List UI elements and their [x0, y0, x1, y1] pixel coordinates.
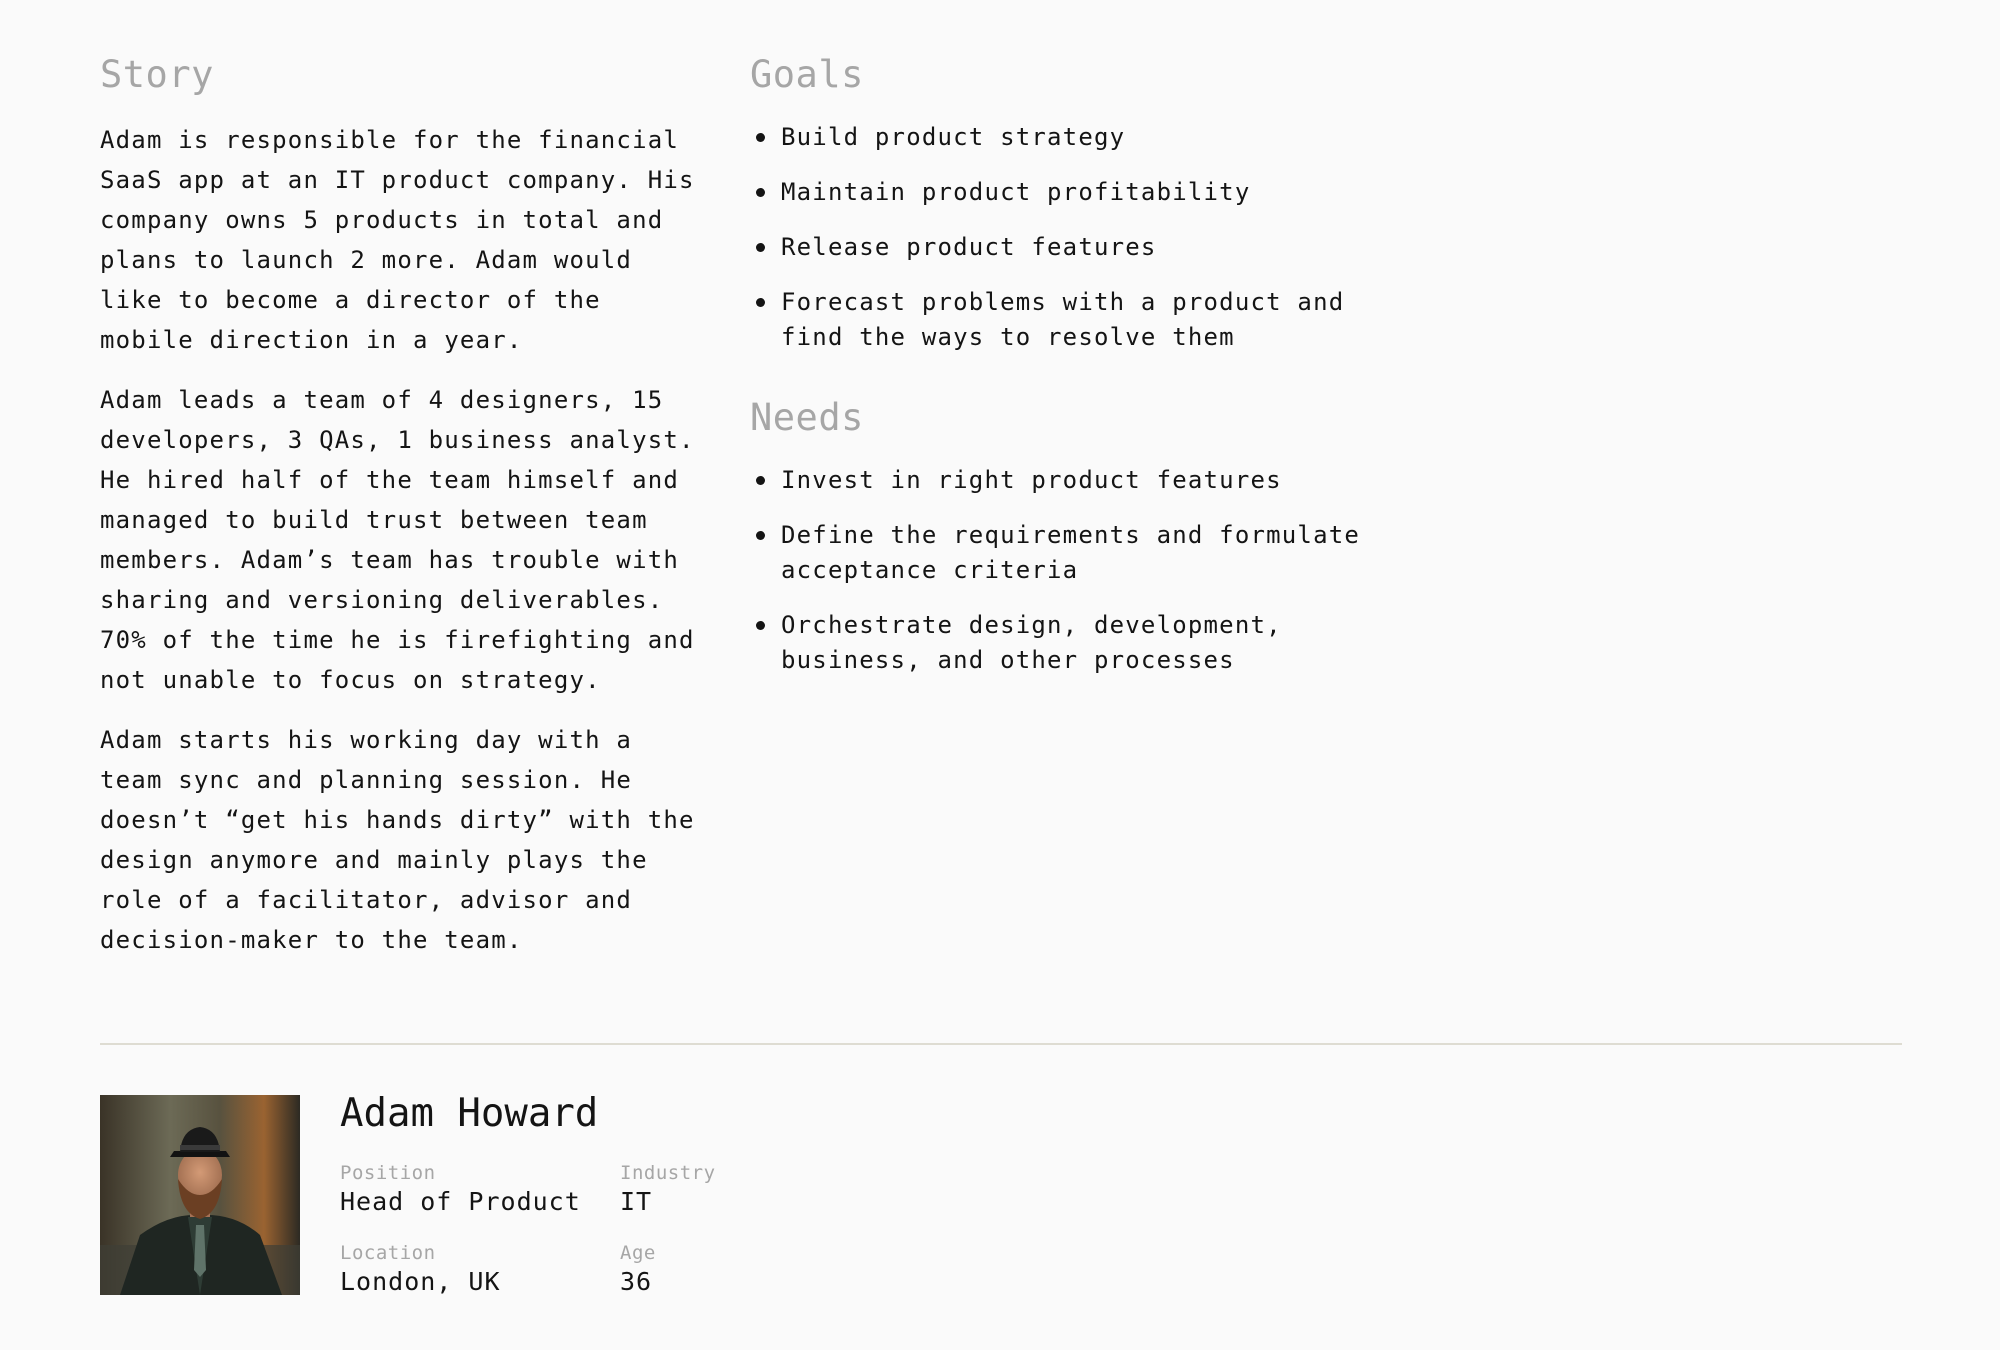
location-field [340, 1241, 501, 1299]
goal-item: Forecast problems with a product and find the ways to resolve them [750, 285, 1370, 355]
location-label: Location [340, 1242, 436, 1264]
age-value: 36 [620, 1267, 653, 1296]
age-label: Age [620, 1242, 656, 1264]
person-name: Adam Howard [340, 1091, 599, 1136]
person-photo [100, 1095, 300, 1295]
needs-list [750, 463, 1370, 678]
story-paragraph: Adam starts his working day with a team sync and planning session. He doesn’t “get his hands dirty” with the design anymore and mainly plays the role of a facilitator, advisor and decision-maker to the team. [100, 726, 695, 954]
goal-item: Maintain product profitability [750, 175, 1370, 210]
goals-needs-column [750, 50, 1370, 698]
avatar [100, 1095, 300, 1295]
goal-item: Build product strategy [750, 120, 1370, 155]
industry-value: IT [620, 1187, 653, 1216]
goals-list [750, 120, 1370, 355]
goal-item: Release product features [750, 230, 1370, 265]
goals-title: Goals [750, 53, 864, 96]
section-divider [100, 1043, 1902, 1045]
story-paragraph: Adam is responsible for the financial SaaS app at an IT product company. His company owns 5 products in total and plans to launch 2 more. Adam would like to become a director of the mobile direction in a year. [100, 126, 695, 354]
position-field [340, 1161, 581, 1219]
story-title: Story [100, 53, 214, 96]
story-section [100, 50, 710, 960]
need-item: Define the requirements and formulate acceptance criteria [750, 518, 1370, 588]
need-item: Invest in right product features [750, 463, 1370, 498]
needs-title: Needs [750, 396, 864, 439]
age-field [620, 1241, 656, 1299]
story-paragraph: Adam leads a team of 4 designers, 15 developers, 3 QAs, 1 business analyst. He hired half of the team himself and managed to build trust between team members. Adam’s team has trouble with sharing and versioning deliverables. 70% of the time he is firefighting and not unable to focus on strategy. [100, 386, 695, 694]
position-value: Head of Product [340, 1187, 581, 1216]
need-item: Orchestrate design, development, business, and other processes [750, 608, 1370, 678]
industry-field [620, 1161, 716, 1219]
industry-label: Industry [620, 1162, 716, 1184]
position-label: Position [340, 1162, 436, 1184]
location-value: London, UK [340, 1267, 501, 1296]
